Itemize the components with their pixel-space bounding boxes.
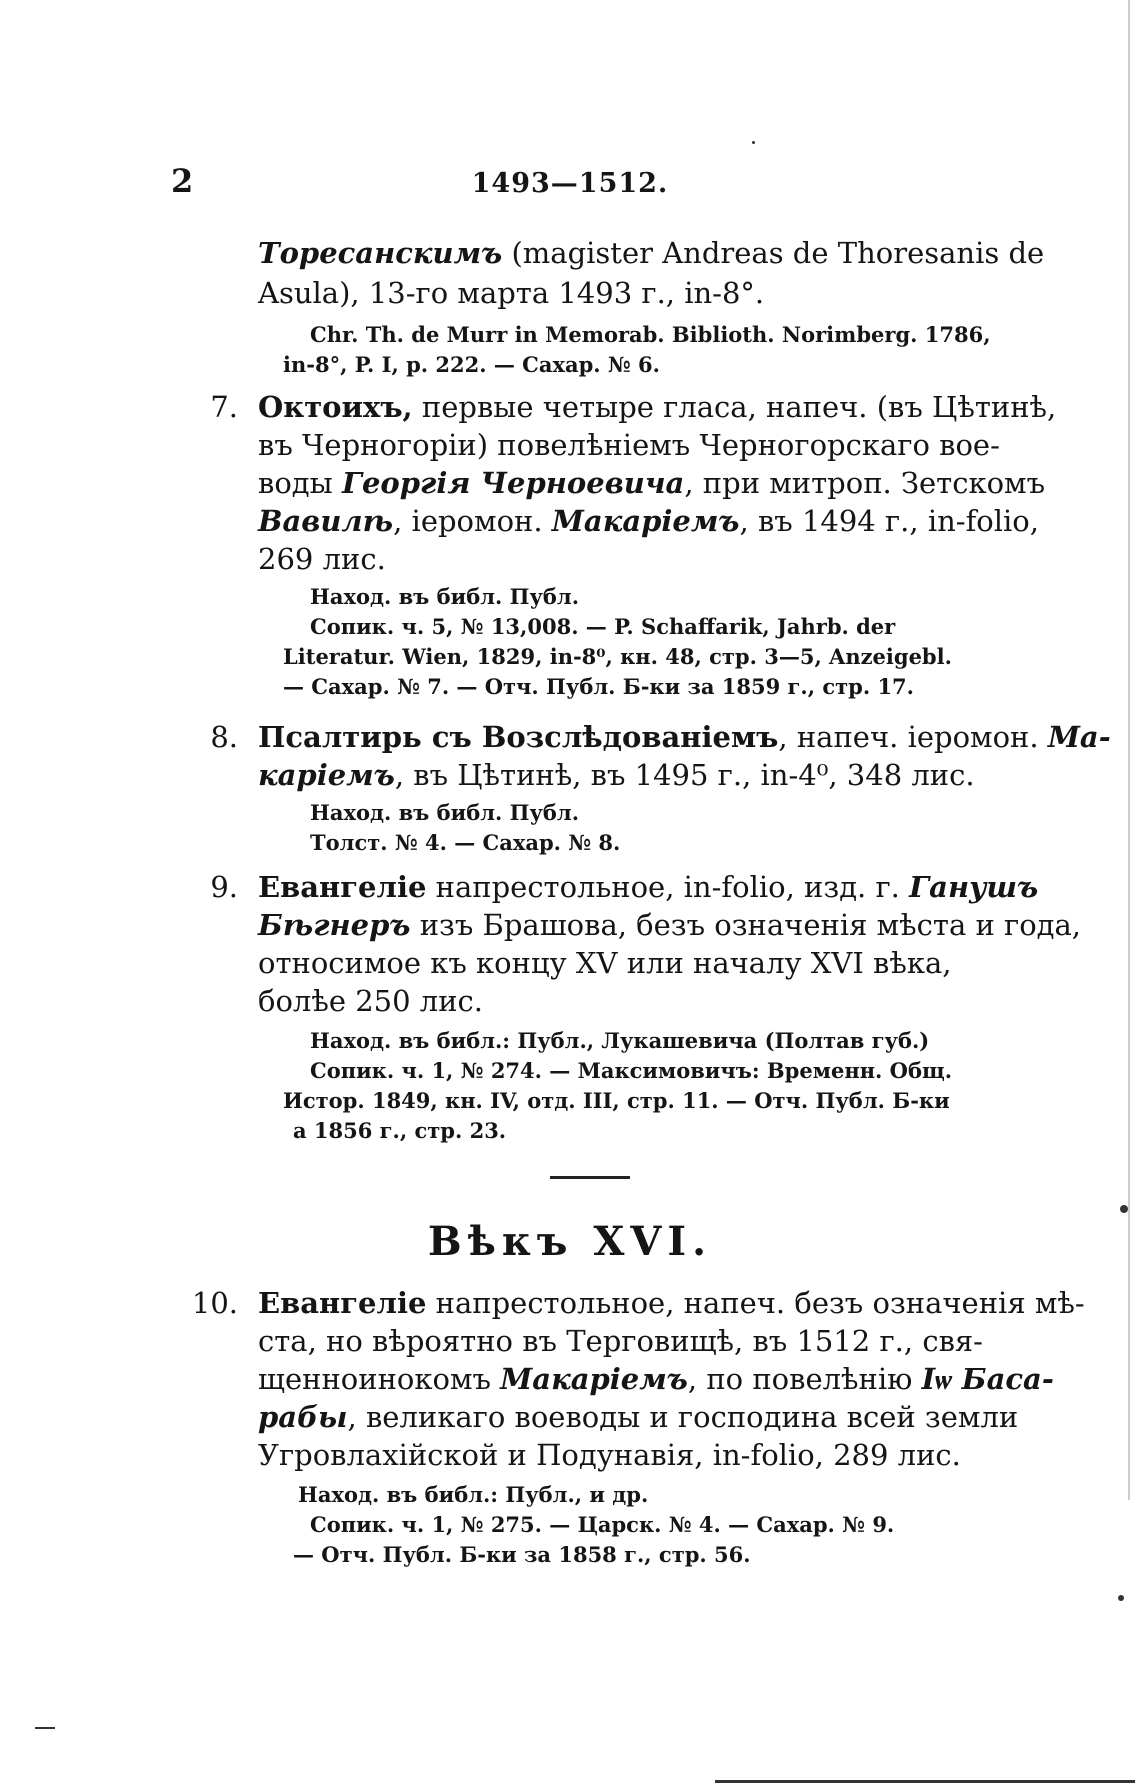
text-segment: , въ 1494 г., in-folio, <box>739 504 1039 538</box>
scan-speck <box>1120 1205 1128 1213</box>
entry-10-line-1 <box>258 1286 1085 1320</box>
entry-10-ref-1: Наход. въ библ.: Публ., и др. <box>298 1482 649 1507</box>
scan-speck <box>35 1727 55 1729</box>
page-number: 2 <box>171 162 194 200</box>
entry-9-ref-4: а 1856 г., стр. 23. <box>293 1118 507 1143</box>
text-segment: , по повелѣнію <box>687 1362 922 1396</box>
entry-cont-ref-2: in-8°, P. I, p. 222. — Сахар. № 6. <box>283 352 660 377</box>
scan-speck <box>752 141 755 144</box>
running-title: 1493—1512. <box>471 168 669 199</box>
entry-9-line-4 <box>258 984 483 1018</box>
person-name: Вавилѣ <box>258 504 394 538</box>
entry-10-line-5 <box>258 1438 961 1472</box>
entry-cont-line-1 <box>258 236 1044 270</box>
text-segment: Угровлахійской и Подунавія, in-folio, 289 лис. <box>258 1438 961 1472</box>
entry-8-ref-1: Наход. въ библ. Публ. <box>310 800 580 825</box>
book-title: Евангеліе <box>258 870 427 904</box>
entry-10-line-2 <box>258 1324 983 1358</box>
entry-8-line-1 <box>258 720 1111 754</box>
entry-7-line-5 <box>258 542 386 576</box>
entry-7-line-2 <box>258 428 1000 462</box>
person-name: каріемъ <box>258 758 395 792</box>
entry-number: 9. <box>210 870 238 904</box>
scan-speck <box>1118 1595 1124 1601</box>
person-name: Макаріемъ <box>500 1362 688 1396</box>
scan-edge-line <box>1128 0 1130 1500</box>
text-segment: воды <box>258 466 342 500</box>
entry-number: 8. <box>210 720 238 754</box>
scan-bottom-line <box>715 1780 1135 1783</box>
entry-cont-ref-1: Chr. Th. de Murr in Memorab. Biblioth. Norimberg. 1786, <box>310 322 991 347</box>
text-segment: , іеромон. <box>393 504 552 538</box>
text-segment: ста, но вѣроятно въ Терговищѣ, въ 1512 г., свя- <box>258 1324 983 1358</box>
text-segment: , великаго воеводы и господина всей земли <box>347 1400 1019 1434</box>
book-title: Псалтирь съ Возслѣдованіемъ <box>258 720 779 754</box>
person-name: Ганушъ <box>909 870 1039 904</box>
text-segment: , въ Цѣтинѣ, въ 1495 г., in-4⁰, 348 лис. <box>394 758 975 792</box>
entry-7-ref-2: Сопик. ч. 5, № 13,008. — P. Schaffarik, Jahrb. der <box>310 614 896 639</box>
entry-8-ref-2: Толст. № 4. — Сахар. № 8. <box>310 830 621 855</box>
entry-7-line-1 <box>258 390 1056 424</box>
entry-9-ref-2: Сопик. ч. 1, № 274. — Максимовичъ: Временн. Общ. <box>310 1058 953 1083</box>
section-title: Вѣкъ XVI. <box>427 1218 713 1265</box>
entry-cont-line-2 <box>258 276 764 310</box>
entry-10-line-3 <box>258 1362 1054 1397</box>
entry-7-line-4 <box>258 504 1039 538</box>
entry-number: 10. <box>191 1286 238 1320</box>
entry-7-line-3 <box>258 466 1045 500</box>
text-segment: 269 лис. <box>258 542 386 576</box>
person-name: рабы <box>258 1400 348 1434</box>
book-title: Октоихъ, <box>258 390 413 424</box>
text-segment: болѣе 250 лис. <box>258 984 483 1018</box>
entry-10-line-4 <box>258 1400 1018 1434</box>
entry-7-ref-1: Наход. въ библ. Публ. <box>310 584 580 609</box>
entry-9-line-1 <box>258 870 1038 904</box>
person-name: Макаріемъ <box>551 504 740 538</box>
entry-10-ref-3: — Отч. Публ. Б-ки за 1858 г., стр. 56. <box>293 1542 751 1567</box>
text-segment: , при митроп. Зетскомъ <box>684 466 1046 500</box>
entry-9-ref-1: Наход. въ библ.: Публ., Лукашевича (Полтав губ.) <box>310 1028 930 1053</box>
text-segment: относимое къ концу XV или началу XVI вѣка, <box>258 946 952 980</box>
section-divider <box>550 1176 630 1179</box>
entry-9-line-3 <box>258 946 952 980</box>
text-segment: , напеч. іеромон. <box>778 720 1048 754</box>
person-name: Георгія Черноевича <box>341 466 685 500</box>
text-segment: въ Черногоріи) повелѣніемъ Черногорскаго вое- <box>258 428 1000 462</box>
person-name: Іѡ Баса- <box>921 1362 1054 1396</box>
entry-8-line-2 <box>258 758 975 792</box>
text-segment: напрестольное, in-folio, изд. г. <box>426 870 910 904</box>
person-name: Бѣгнеръ <box>258 908 411 942</box>
text-segment: изъ Брашова, безъ означенія мѣста и года, <box>410 908 1082 942</box>
entry-7-ref-3: Literatur. Wien, 1829, in-8⁰, кн. 48, стр. 3—5, Anzeigebl. <box>283 644 952 669</box>
text-segment: (magister Andreas de Thoresanis de <box>502 236 1045 270</box>
text-segment: щенноинокомъ <box>258 1362 501 1396</box>
entry-number: 7. <box>210 390 238 424</box>
entry-9-ref-3: Истор. 1849, кн. IV, отд. III, стр. 11. — Отч. Публ. Б-ки <box>283 1088 950 1113</box>
text-segment: Asula), 13-го марта 1493 г., in-8°. <box>258 276 765 310</box>
text-segment: напрестольное, напеч. безъ означенія мѣ- <box>426 1286 1085 1320</box>
text-segment: первые четыре гласа, напеч. (въ Цѣтинѣ, <box>412 390 1057 424</box>
entry-10-ref-2: Сопик. ч. 1, № 275. — Царск. № 4. — Сахар. № 9. <box>310 1512 895 1537</box>
entry-7-ref-4: — Сахар. № 7. — Отч. Публ. Б-ки за 1859 г., стр. 17. <box>283 674 914 699</box>
book-title: Евангеліе <box>258 1286 427 1320</box>
person-name: Ма- <box>1047 720 1111 754</box>
printer-name: Торесанскимъ <box>258 236 503 270</box>
entry-9-line-2 <box>258 908 1081 942</box>
